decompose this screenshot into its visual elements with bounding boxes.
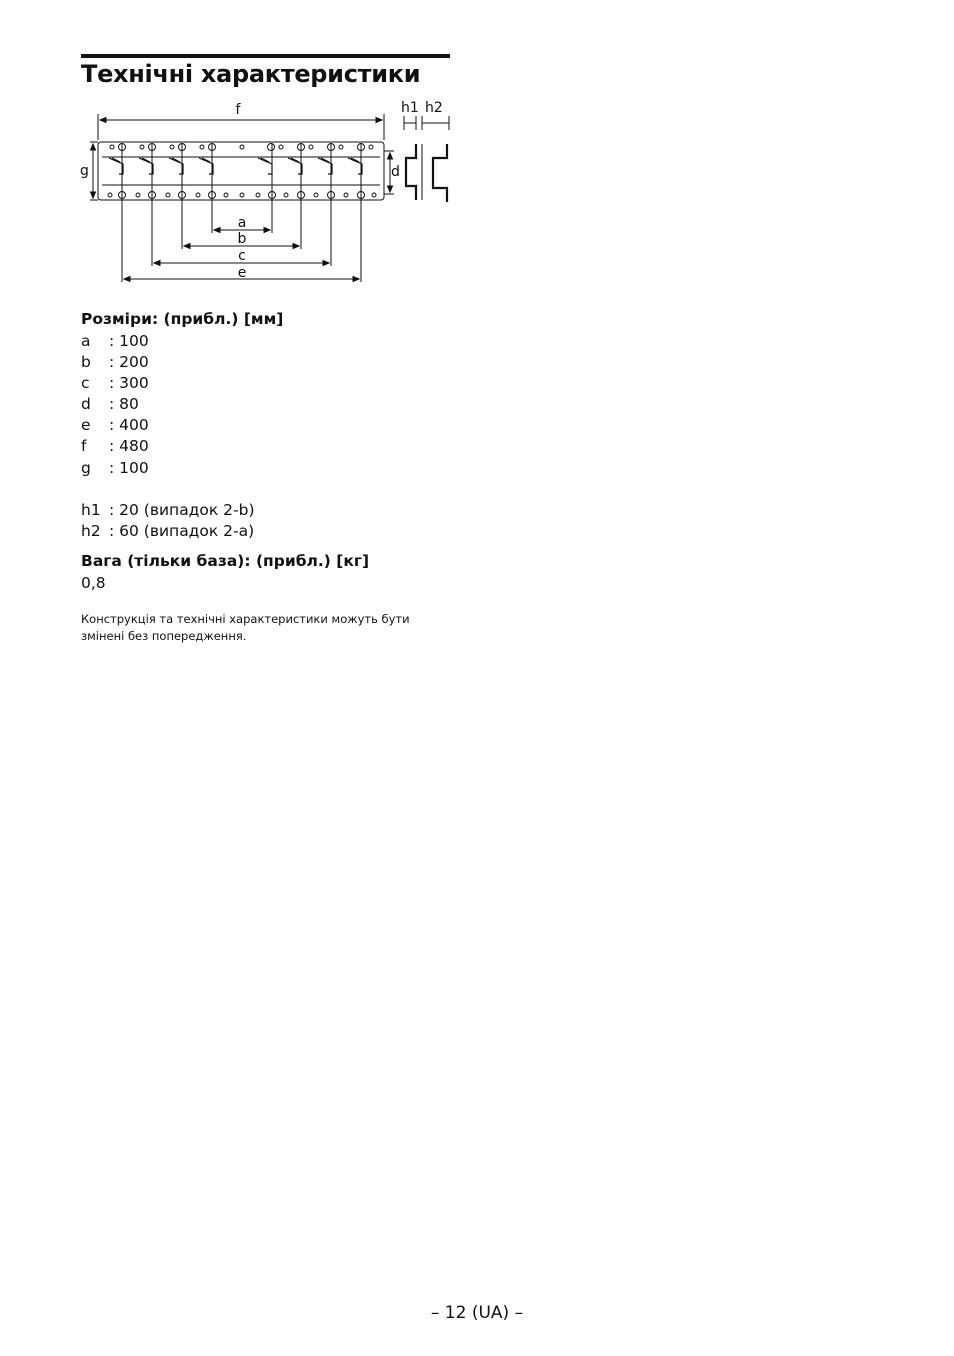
label-a: a <box>237 215 247 231</box>
spacer <box>81 479 255 500</box>
hooks <box>109 158 362 174</box>
label-g: g <box>80 163 89 179</box>
weight-heading: Вага (тільки база): (прибл.) [кг] <box>81 552 370 570</box>
profile-h1 <box>406 144 416 200</box>
label-c: c <box>238 248 246 264</box>
dimensions-heading: Розміри: (прибл.) [мм] <box>81 310 284 328</box>
bracket-dimension-diagram <box>76 96 456 286</box>
list-item: h1 : 20 (випадок 2-b) <box>81 500 255 519</box>
label-f: f <box>235 102 241 118</box>
list-item: g : 100 <box>81 458 149 477</box>
dimensions-list <box>81 331 255 542</box>
list-item: f : 480 <box>81 437 149 456</box>
top-holes <box>110 144 373 151</box>
title-rule <box>81 54 450 58</box>
list-item: e : 400 <box>81 416 149 435</box>
label-h2: h2 <box>425 100 443 116</box>
label-h1: h1 <box>401 100 419 116</box>
page-number: – 12 (UA) – <box>430 1303 524 1323</box>
disclaimer-note: Конструкція та технічні характеристики можуть бути змінені без попередження. <box>81 612 410 643</box>
list-item: a : 100 <box>81 332 149 350</box>
page-title: Технічні характеристики <box>81 60 421 88</box>
label-d: d <box>391 164 400 180</box>
list-item: c : 300 <box>81 374 149 393</box>
label-e: e <box>237 265 247 281</box>
list-item: d : 80 <box>81 395 139 414</box>
list-item: h2 : 60 (випадок 2-a) <box>81 521 255 540</box>
bottom-holes <box>108 192 376 199</box>
bracket-outline <box>98 142 384 200</box>
label-b: b <box>237 231 247 247</box>
weight-value: 0,8 <box>81 574 106 592</box>
list-item: b : 200 <box>81 353 149 372</box>
profile-h2 <box>433 144 447 202</box>
